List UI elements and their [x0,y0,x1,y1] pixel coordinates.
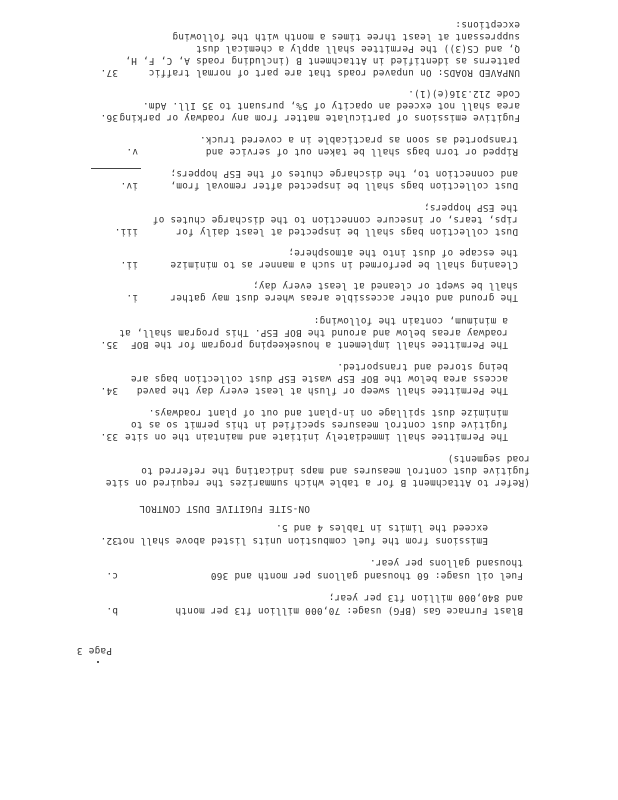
sub-v-line-1: Ripped or torn bags shall be taken out of service and [205,146,518,157]
para-33-line-3: minimize dust spillage on in-plant and out of plant roadways. [148,407,508,418]
margin-rule [91,168,141,169]
sub-iii-number: iii. [114,226,138,237]
para-36-line-2: area shall not exceed an opacity of 5%, pursuant to 35 Ill. Adm. [142,100,520,111]
section-intro-line-2: fugitive dust control measures and maps indicating the referred to [140,465,530,476]
para-32-line-2: exceed the limits in Tables 4 and 5. [275,522,488,533]
para-33-line-2: fugitive dust control measures specified in this permit so as to [130,419,508,430]
para-32-line-1: Emissions from the fuel combustion units listed above shall not [116,535,488,546]
item-b-line-1: Blast Furnace Gas (BFG) usage: 70,000 million ft3 per month [175,605,523,616]
para-36-number: 36. [100,112,118,123]
sub-iii-line-2: rips, tears, or insecure connection to the discharge chutes of [152,214,518,225]
para-34-line-3: being stored and transported. [337,361,508,372]
para-34-line-1: The Permittee shall sweep or flush at least every day the paved [136,385,508,396]
sub-ii-line-2: the escape of dust into the atmosphere; [288,247,518,258]
para-35-number: 35. [100,339,118,350]
para-36-line-3: Code 212.316(e)(1). [408,88,520,99]
item-c-line-1: Fuel oil usage: 60 thousand gallons per month and 360 [210,570,523,581]
scan-mark [97,661,99,663]
para-33-line-1: The Permittee shall immediately initiate and maintain the on site [124,431,508,442]
sub-iv-number: iv. [120,180,138,191]
item-b-number: b. [106,605,118,616]
para-35-line-2: roadway areas below and around the BOF ESP. This program shall, at [118,327,508,338]
para-36-line-1: Fugitive emissions of particulate matter from any roadway or parking [119,112,520,123]
page-label: Page 3 [76,645,112,656]
sub-iii-line-3: the ESP hoppers; [423,202,518,213]
sub-ii-line-1: Cleaning shall be performed in such a manner as to minimize [170,259,518,270]
sub-iv-line-1: Dust collection bags shall be inspected after removal from, [170,180,518,191]
para-34-number: 34. [100,385,118,396]
sub-i-line-1: The ground and other accessible areas where dust may gather [170,292,518,303]
item-c-line-2: thousand gallons per year. [369,557,523,568]
sub-iii-line-1: Dust collection bags shall be inspected at least daily for [176,226,518,237]
section-heading: ON-SITE FUGITIVE DUST CONTROL [139,503,310,514]
para-35-line-1: The Permittee shall implement a housekeeping program for the BOF [130,339,508,350]
section-intro-line-1: (Refer to Attachment B for a table which summarizes the required on site [105,477,530,488]
para-35-line-3: a minimum, contain the following: [313,315,508,326]
item-b-line-2: and 840,000 million ft3 per year; [328,592,523,603]
sub-iv-line-2: and connection to, the discharge chutes of the ESP hoppers; [170,168,518,179]
section-intro-line-3: road segments) [447,453,530,464]
para-37-line-4: suppressant at least three times a month with the following [172,31,520,42]
sub-i-number: i. [126,292,138,303]
para-34-line-2: access area below the BOF ESP waste ESP dust collection bags are [130,373,508,384]
para-37-line-5: exceptions: [455,19,520,30]
para-37-line-3: Q, and CS(3)) the Permittee shall apply a chemical dust [195,43,520,54]
para-37-line-2: patterns as identified in Attachment B (including roads A, C, F, H, [125,55,520,66]
para-33-number: 33. [100,431,118,442]
sub-v-number: v. [126,146,138,157]
para-37-line-1: UNPAVED ROADS: On unpaved roads that are part of normal traffic [148,67,520,78]
sub-i-line-2: shall be swept or cleaned at least every day; [252,280,518,291]
sub-ii-number: ii. [120,259,138,270]
item-c-number: c. [106,570,118,581]
para-32-number: 32. [100,535,118,546]
para-37-number: 37. [100,67,118,78]
sub-v-line-2: transported as soon as practicable in a covered truck. [199,134,518,145]
